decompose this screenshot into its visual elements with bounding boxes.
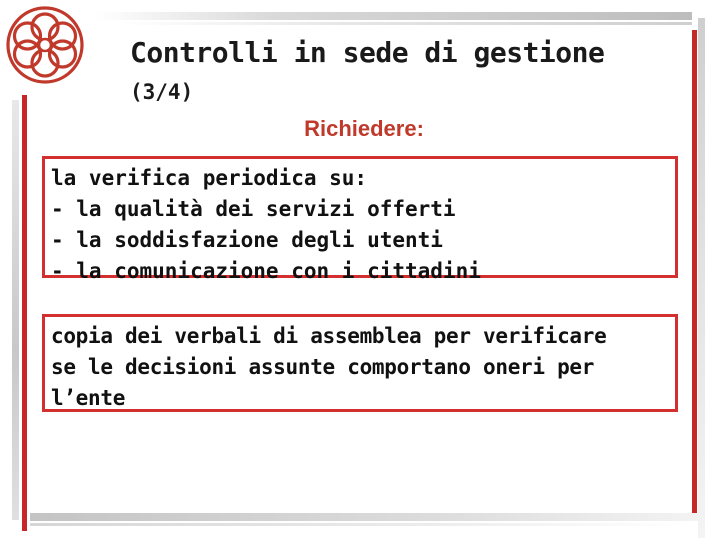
box-line: - la qualità dei servizi offerti [51, 197, 456, 221]
box-line: se le decisioni assunte comportano oneri per [51, 355, 595, 379]
slide-title: Controlli in sede di gestione [130, 36, 605, 69]
bottom-decorative-thin-bar [30, 523, 690, 526]
top-decorative-thin-bar [120, 22, 692, 25]
right-decorative-gray-bar [698, 18, 705, 538]
slide-subtitle: (3/4) [130, 80, 194, 104]
minutes-box [42, 314, 678, 412]
box-line: l’ente [51, 386, 126, 410]
bottom-decorative-bar [30, 513, 700, 521]
left-decorative-red-bar [22, 95, 27, 531]
section-heading: Richiedere: [304, 116, 424, 141]
interlaced-circles-logo-icon [2, 2, 88, 88]
box-line: la verifica periodica su: [51, 166, 368, 190]
box-line: - la soddisfazione degli utenti [51, 228, 443, 252]
box-line: copia dei verbali di assemblea per verificare [51, 324, 607, 348]
verification-box [42, 156, 678, 283]
box-line: - la comunicazione con i cittadini [51, 259, 481, 283]
right-decorative-red-bar [692, 30, 697, 520]
left-decorative-gray-bar [12, 100, 19, 520]
top-decorative-bar [95, 12, 692, 20]
